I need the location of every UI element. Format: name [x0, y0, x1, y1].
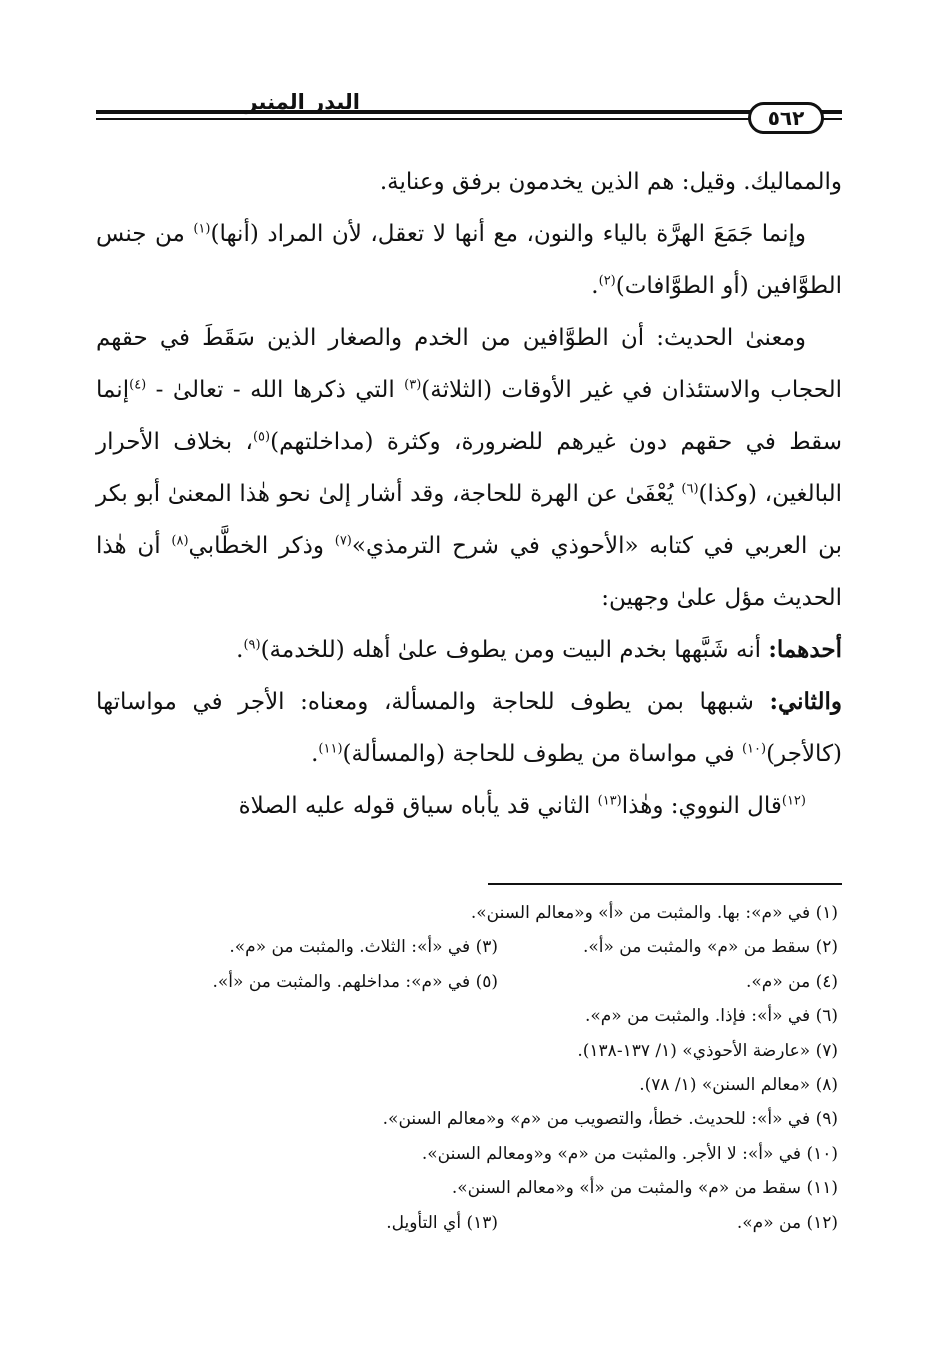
footnote-line — [96, 930, 838, 964]
footnote-12: (١٢) من «م». — [736, 1212, 838, 1233]
text-span: من جنس الطوَّافين (أو الطوَّافات) — [96, 221, 842, 299]
footnote-line — [96, 1171, 838, 1205]
footnote-ref: (٩) — [243, 637, 261, 653]
text-span: . — [591, 273, 599, 299]
footnote-ref: (١) — [193, 221, 211, 237]
text-span: ، بخلاف الأحرار البالغين، (وكذا) — [96, 429, 842, 507]
footnote-5: (٥) في «م»: مداخلهم. والمثبت من «أ». — [212, 971, 498, 992]
footnote-line — [96, 1102, 838, 1136]
text-span: وذكر الخطَّابي — [188, 533, 335, 559]
footnote-ref: (٨) — [171, 533, 189, 549]
footnote-line — [96, 1137, 838, 1171]
text-span: الثاني قد يأباه سياق قوله عليه الصلاة — [238, 793, 598, 819]
footnote-separator — [488, 883, 842, 885]
footnote-ref: (١٠) — [741, 741, 767, 757]
lead-label: أحدهما: — [768, 636, 842, 663]
footnote-ref: (٦) — [681, 481, 699, 497]
footnote-8: (٨) «معالم السنن» (١/ ٧٨). — [639, 1074, 838, 1095]
text-span: إنما سقط في حقهم دون غيرهم للضرورة، وكثرة (مداخلتهم) — [96, 377, 842, 455]
footnote-line — [96, 1034, 838, 1068]
footnotes — [96, 896, 838, 1240]
footnote-line — [96, 896, 838, 930]
main-text — [96, 156, 842, 832]
footnote-line — [96, 999, 838, 1033]
text-span: . — [236, 637, 244, 663]
footnote-6: (٦) في «أ»: فإذا. والمثبت من «م». — [584, 1006, 838, 1027]
text-span: والمماليك. وقيل: هم الذين يخدمون برفق وعناية. — [379, 169, 842, 195]
text-span: أن هٰذا الحديث مؤل علىٰ وجهين: — [96, 533, 842, 611]
text-span: وإنما جَمَعَ الهرَّة بالياء والنون، مع أنها لا تعقل، لأن المراد (أنها) — [210, 221, 806, 247]
text-span: قال النووي: وهٰذا — [621, 793, 782, 819]
footnote-7: (٧) «عارضة الأحوذي» (١/ ١٣٧-١٣٨). — [577, 1040, 838, 1061]
lead-label: والثاني: — [769, 688, 842, 715]
text-span: التي ذكرها الله - تعالىٰ - — [146, 377, 405, 403]
footnote-ref: (٧) — [334, 533, 352, 549]
page-number: ٥٦٢ — [748, 102, 824, 134]
footnote-11: (١١) سقط من «م» والمثبت من «أ» و«معالم السنن». — [451, 1178, 838, 1199]
footnote-line — [96, 1206, 838, 1240]
paragraph — [96, 312, 842, 624]
header-rule-thick — [96, 110, 842, 114]
text-span: في مواساة من يطوف للحاجة (والمسألة) — [342, 741, 742, 767]
footnote-10: (١٠) في «أ»: لا الأجر. والمثبت من «م» و«ومعالم السنن». — [421, 1143, 838, 1164]
footnote-9: (٩) في «أ»: للحديث. خطأ، والتصويب من «م» و«معالم السنن». — [382, 1109, 838, 1130]
footnote-ref: (١١) — [318, 741, 343, 757]
paragraph — [96, 156, 842, 208]
paragraph — [96, 624, 842, 676]
footnote-ref: (٥) — [252, 429, 271, 445]
footnote-ref: (٤) — [129, 377, 147, 393]
book-title: البدر المنير — [245, 90, 360, 114]
paragraph — [96, 780, 842, 832]
footnote-1: (١) في «م»: بها. والمثبت من «أ» و«معالم السنن». — [470, 903, 838, 923]
text-span: يُعْفَىٰ عن الهرة للحاجة، وقد أشار إلىٰ نحو هٰذا المعنىٰ أبو بكر بن العربي في كتابه «الأحوذي في شرح الترمذي» — [96, 481, 843, 559]
footnote-2: (٢) سقط من «م» والمثبت من «أ». — [582, 937, 838, 958]
footnote-3: (٣) في «أ»: الثلاث. والمثبت من «م». — [229, 937, 498, 958]
page-header — [96, 84, 842, 144]
footnote-line — [96, 965, 838, 999]
text-span: أنه شَبَّهها بخدم البيت ومن يطوف علىٰ أهله (للخدمة) — [260, 637, 769, 663]
footnote-ref: (١٢) — [781, 793, 806, 809]
paragraph — [96, 208, 842, 312]
text-span: . — [311, 741, 319, 767]
text-span: شبهها بمن يطوف للحاجة والمسألة، ومعناه: الأجر في مواساتها (كالأجر) — [96, 689, 842, 767]
footnote-ref: (٣) — [404, 377, 422, 393]
text-span: ومعنىٰ الحديث: أن الطوَّافين من الخدم والصغار الذين سَقَطَ في حقهم الحجاب والاستئذان في غير الأوقات (الثلاثة) — [96, 325, 842, 403]
footnote-13: (١٣) أي التأويل. — [386, 1212, 498, 1233]
footnote-ref: (٢) — [598, 273, 616, 289]
paragraph — [96, 676, 842, 780]
footnote-4: (٤) من «م». — [746, 971, 838, 992]
header-rule-thin — [96, 118, 842, 120]
footnote-ref: (١٣) — [597, 793, 622, 809]
footnote-line — [96, 1068, 838, 1102]
